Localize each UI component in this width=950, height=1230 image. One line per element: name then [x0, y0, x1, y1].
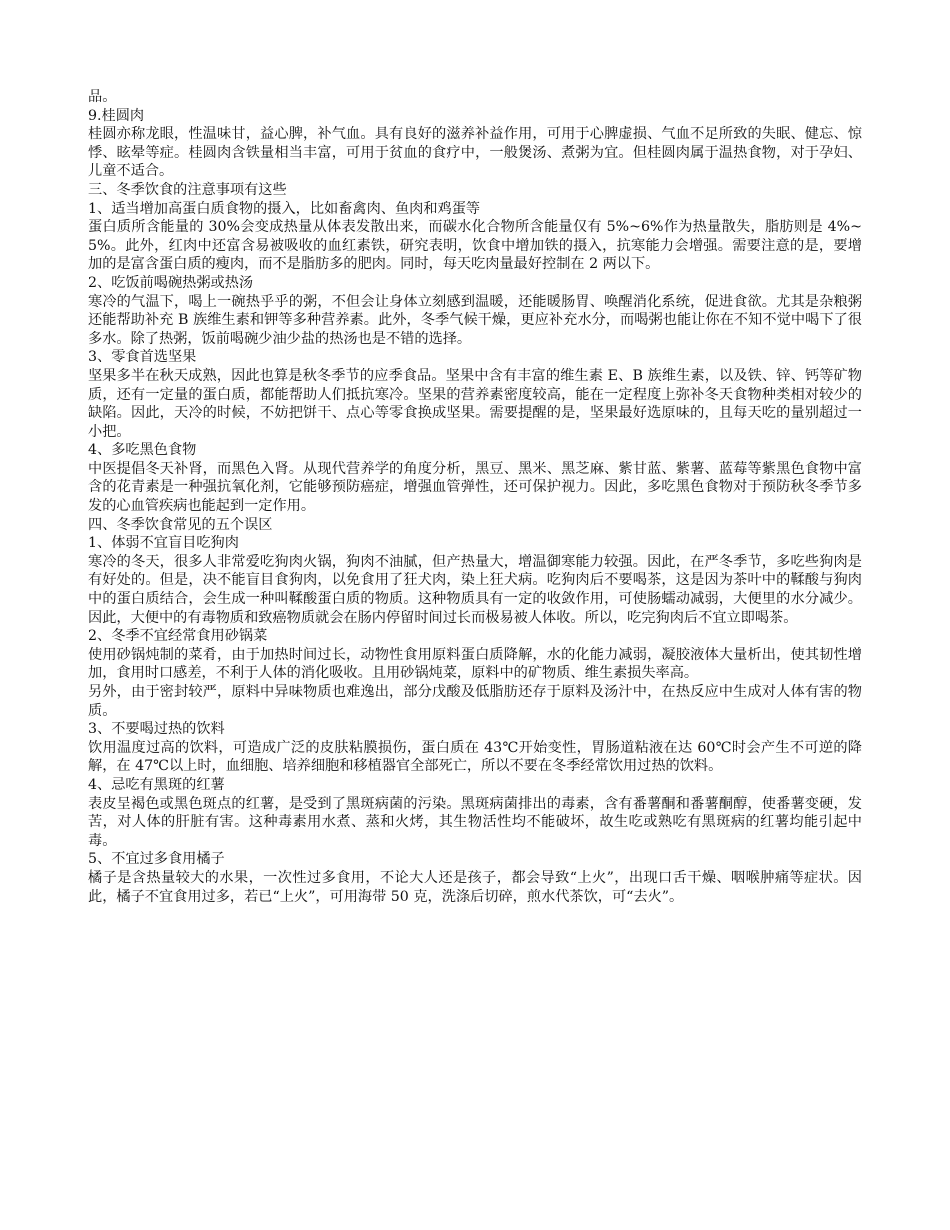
- section-heading: 三、冬季饮食的注意事项有这些: [88, 181, 287, 198]
- subsection-heading: 3、不要喝过热的饮料: [88, 721, 225, 738]
- paragraph: 另外，由于密封较严，原料中异味物质也难逸出，部分戊酸及低脂肪还存于原料及汤汁中，在热反应中生成对人体有害的物质。: [88, 684, 862, 719]
- subsection-heading: 5、不宜过多食用橘子: [88, 851, 225, 868]
- paragraph: 表皮呈褐色或黑色斑点的红薯，是受到了黑斑病菌的污染。黑斑病菌排出的毒素，含有番薯酮和番薯酮醇，使番薯变硬，发苦，对人体的肝脏有害。这种毒素用水煮、蒸和火烤，其生物活性均不能破坏，故生吃或熟吃有黑斑病的红薯均能引起中毒。: [88, 795, 862, 849]
- subsection-heading: 4、忌吃有黑斑的红薯: [88, 776, 225, 793]
- subsection-heading: 1、适当增加高蛋白质食物的摄入，比如畜禽肉、鱼肉和鸡蛋等: [88, 200, 481, 217]
- section-heading: 9.桂圆肉: [88, 107, 145, 124]
- paragraph: 寒冷的冬天，很多人非常爱吃狗肉火锅，狗肉不油腻，但产热量大，增温御寒能力较强。因此，在严冬季节，多吃些狗肉是有好处的。但是，决不能盲目食狗肉，以免食用了狂犬肉，染上狂犬病。吃狗肉后不要喝茶，这是因为茶叶中的鞣酸与狗肉中的蛋白质结合，会生成一种叫鞣酸蛋白质的物质。这种物质具有一定的收敛作用，可使肠蠕动减弱，大便里的水分减少。因此，大便中的有毒物质和致癌物质就会在肠内停留时间过长而极易被人体收。所以，吃完狗肉后不宜立即喝茶。: [88, 553, 862, 626]
- subsection-heading: 2、吃饭前喝碗热粥或热汤: [88, 274, 254, 291]
- paragraph: 蛋白质所含能量的 30%会变成热量从体表发散出来，而碳水化合物所含能量仅有 5%~6%作为热量散失，脂肪则是 4%~5%。此外，红肉中还富含易被吸收的血红素铁，研究表明，饮食中增加铁的摄入，抗寒能力会增强。需要注意的是，要增加的是富含蛋白质的瘦肉，而不是脂肪多的肥肉。同时，每天吃肉量最好控制在 2 两以下。: [88, 219, 862, 273]
- section-heading: 四、冬季饮食常见的五个误区: [88, 516, 273, 533]
- paragraph: 饮用温度过高的饮料，可造成广泛的皮肤粘膜损伤，蛋白质在 43℃开始变性，胃肠道粘液在达 60℃时会产生不可逆的降解，在 47℃以上时，血细胞、培养细胞和移植器官全部死亡，所以不要在冬季经常饮用过热的饮料。: [88, 739, 862, 775]
- subsection-heading: 3、零食首选坚果: [88, 349, 197, 366]
- paragraph: 使用砂锅炖制的菜肴，由于加热时间过长，动物性食用原料蛋白质降解，水的化能力减弱，凝胶液体大量析出，使其韧性增加，食用时口感差，不利于人体的消化吸收。且用砂锅炖菜，原料中的矿物质、维生素损失率高。: [88, 646, 862, 682]
- subsection-heading: 4、多吃黑色食物: [88, 442, 197, 459]
- text-line: 品。: [88, 89, 117, 105]
- paragraph: 坚果多半在秋天成熟，因此也算是秋冬季节的应季食品。坚果中含有丰富的维生素 E、B 族维生素，以及铁、锌、钙等矿物质，还有一定量的蛋白质，都能帮助人们抵抗寒冷。坚果的营养素密度较高，能在一定程度上弥补冬天食物种类相对较少的缺陷。因此，天冷的时候，不妨把饼干、点心等零食换成坚果。需要提醒的是，坚果最好选原味的，且每天吃的量别超过一小把。: [88, 367, 862, 440]
- paragraph: 桂圆亦称龙眼，性温味甘，益心脾，补气血。具有良好的滋养补益作用，可用于心脾虚损、气血不足所致的失眠、健忘、惊悸、眩晕等症。桂圆肉含铁量相当丰富，可用于贫血的食疗中，一般煲汤、煮粥为宜。但桂圆肉属于温热食物，对于孕妇、儿童不适合。: [88, 126, 862, 180]
- paragraph: 寒冷的气温下，喝上一碗热乎乎的粥，不但会让身体立刻感到温暖，还能暖肠胃、唤醒消化系统，促进食欲。尤其是杂粮粥还能帮助补充 B 族维生素和钾等多种营养素。此外，冬季气候干燥，更应补充水分，而喝粥也能让你在不知不觉中喝下了很多水。除了热粥，饭前喝碗少油少盐的热汤也是不错的选择。: [88, 293, 862, 347]
- paragraph: 中医提倡冬天补肾，而黑色入肾。从现代营养学的角度分析，黑豆、黑米、黑芝麻、紫甘蓝、紫薯、蓝莓等紫黑色食物中富含的花青素是一种强抗氧化剂，它能够预防癌症，增强血管弹性，还可保护视力。因此，多吃黑色食物对于预防秋冬季节多发的心血管疾病也能起到一定作用。: [88, 460, 862, 515]
- subsection-heading: 1、体弱不宜盲目吃狗肉: [88, 535, 239, 552]
- subsection-heading: 2、冬季不宜经常食用砂锅菜: [88, 628, 268, 645]
- paragraph: 橘子是含热量较大的水果，一次性过多食用，不论大人还是孩子，都会导致“上火”，出现口舌干燥、咽喉肿痛等症状。因此，橘子不宜食用过多，若已“上火”，可用海带 50 克，洗涤后切碎，煎水代茶饮，可“去火”。: [88, 869, 862, 905]
